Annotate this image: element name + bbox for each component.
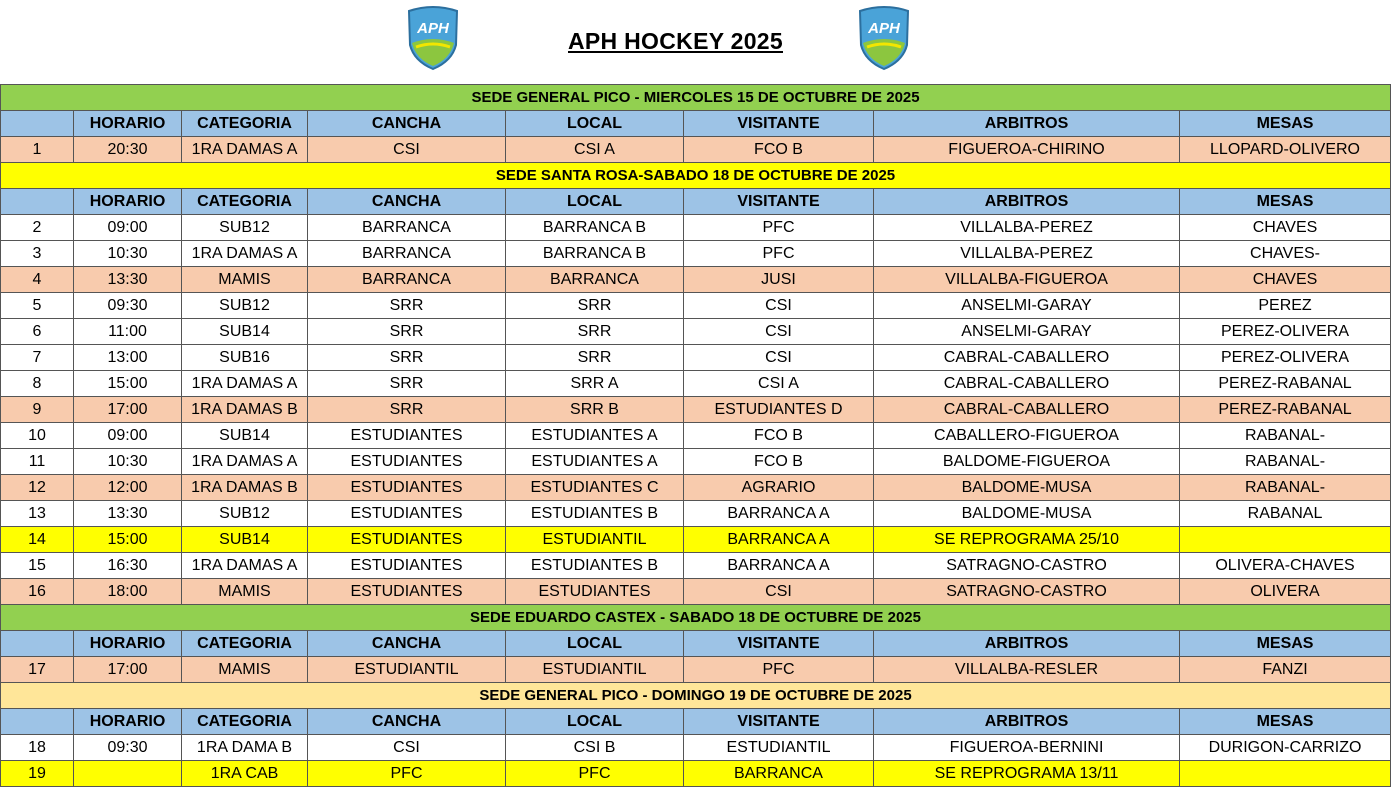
column-header: HORARIO (74, 189, 182, 215)
row-number-cell: 12 (1, 475, 74, 501)
visitante-cell: FCO B (684, 449, 874, 475)
visitante-cell: ESTUDIANTES D (684, 397, 874, 423)
mesas-cell: CHAVES- (1180, 241, 1391, 267)
local-cell: ESTUDIANTES A (506, 449, 684, 475)
match-row (1, 735, 1391, 761)
categoria-cell: 1RA DAMAS B (182, 475, 308, 501)
categoria-cell: MAMIS (182, 657, 308, 683)
match-row (1, 215, 1391, 241)
visitante-cell: FCO B (684, 423, 874, 449)
match-row (1, 241, 1391, 267)
mesas-cell: RABANAL- (1180, 475, 1391, 501)
mesas-cell: PEREZ (1180, 293, 1391, 319)
horario-cell: 12:00 (74, 475, 182, 501)
sede-title: SEDE GENERAL PICO - DOMINGO 19 DE OCTUBRE DE 2025 (1, 683, 1391, 709)
cancha-cell: ESTUDIANTES (308, 579, 506, 605)
column-header: LOCAL (506, 709, 684, 735)
arbitros-cell: SATRAGNO-CASTRO (874, 579, 1180, 605)
column-header-row (1, 111, 1391, 137)
row-number-cell: 5 (1, 293, 74, 319)
visitante-cell: CSI (684, 319, 874, 345)
page-header (0, 0, 1392, 84)
column-header: ARBITROS (874, 111, 1180, 137)
horario-cell: 13:30 (74, 501, 182, 527)
column-header-row (1, 631, 1391, 657)
column-header: CANCHA (308, 631, 506, 657)
match-row (1, 137, 1391, 163)
visitante-cell: CSI (684, 579, 874, 605)
visitante-cell: PFC (684, 215, 874, 241)
match-row (1, 293, 1391, 319)
horario-cell: 13:00 (74, 345, 182, 371)
column-header: ARBITROS (874, 189, 1180, 215)
column-header: MESAS (1180, 631, 1391, 657)
row-number-cell: 1 (1, 137, 74, 163)
column-header: VISITANTE (684, 111, 874, 137)
horario-cell: 17:00 (74, 657, 182, 683)
local-cell: PFC (506, 761, 684, 787)
match-row (1, 319, 1391, 345)
mesas-cell: DURIGON-CARRIZO (1180, 735, 1391, 761)
horario-cell: 10:30 (74, 241, 182, 267)
mesas-cell: PEREZ-RABANAL (1180, 397, 1391, 423)
row-number-cell: 8 (1, 371, 74, 397)
categoria-cell: SUB16 (182, 345, 308, 371)
categoria-cell: MAMIS (182, 579, 308, 605)
row-number-cell: 2 (1, 215, 74, 241)
column-header: LOCAL (506, 631, 684, 657)
categoria-cell: SUB14 (182, 527, 308, 553)
local-cell: BARRANCA (506, 267, 684, 293)
arbitros-cell: VILLALBA-RESLER (874, 657, 1180, 683)
mesas-cell: OLIVERA (1180, 579, 1391, 605)
sede-header-row (1, 85, 1391, 111)
row-number-cell: 19 (1, 761, 74, 787)
aph-logo-text: APH (417, 20, 449, 37)
mesas-cell: RABANAL- (1180, 423, 1391, 449)
horario-cell: 16:30 (74, 553, 182, 579)
column-header: VISITANTE (684, 631, 874, 657)
categoria-cell: 1RA DAMAS B (182, 397, 308, 423)
row-number-cell: 16 (1, 579, 74, 605)
horario-cell: 13:30 (74, 267, 182, 293)
match-row (1, 449, 1391, 475)
local-cell: CSI B (506, 735, 684, 761)
arbitros-cell: SATRAGNO-CASTRO (874, 553, 1180, 579)
column-header: HORARIO (74, 111, 182, 137)
match-row (1, 657, 1391, 683)
mesas-cell: CHAVES (1180, 267, 1391, 293)
horario-cell: 09:00 (74, 215, 182, 241)
sede-header-row (1, 683, 1391, 709)
aph-logo-right-icon (855, 5, 913, 71)
column-header: CANCHA (308, 709, 506, 735)
mesas-cell: RABANAL (1180, 501, 1391, 527)
mesas-cell (1180, 761, 1391, 787)
column-header (1, 709, 74, 735)
page-title: APH HOCKEY 2025 (568, 28, 783, 54)
column-header: VISITANTE (684, 709, 874, 735)
local-cell: ESTUDIANTES B (506, 553, 684, 579)
cancha-cell: ESTUDIANTES (308, 449, 506, 475)
visitante-cell: FCO B (684, 137, 874, 163)
column-header: CATEGORIA (182, 709, 308, 735)
cancha-cell: ESTUDIANTES (308, 475, 506, 501)
cancha-cell: BARRANCA (308, 241, 506, 267)
column-header (1, 631, 74, 657)
categoria-cell: 1RA DAMAS A (182, 449, 308, 475)
match-row (1, 371, 1391, 397)
match-row (1, 345, 1391, 371)
horario-cell: 09:00 (74, 423, 182, 449)
cancha-cell: BARRANCA (308, 215, 506, 241)
cancha-cell: ESTUDIANTES (308, 527, 506, 553)
cancha-cell: ESTUDIANTES (308, 553, 506, 579)
visitante-cell: PFC (684, 241, 874, 267)
match-row (1, 579, 1391, 605)
cancha-cell: PFC (308, 761, 506, 787)
local-cell: ESTUDIANTES A (506, 423, 684, 449)
visitante-cell: BARRANCA A (684, 527, 874, 553)
match-row (1, 761, 1391, 787)
row-number-cell: 18 (1, 735, 74, 761)
local-cell: SRR A (506, 371, 684, 397)
cancha-cell: BARRANCA (308, 267, 506, 293)
local-cell: SRR (506, 345, 684, 371)
cancha-cell: SRR (308, 345, 506, 371)
horario-cell (74, 761, 182, 787)
categoria-cell: SUB14 (182, 319, 308, 345)
mesas-cell (1180, 527, 1391, 553)
column-header-row (1, 189, 1391, 215)
arbitros-cell: BALDOME-MUSA (874, 501, 1180, 527)
arbitros-cell: VILLALBA-PEREZ (874, 241, 1180, 267)
visitante-cell: CSI (684, 293, 874, 319)
visitante-cell: PFC (684, 657, 874, 683)
horario-cell: 20:30 (74, 137, 182, 163)
visitante-cell: CSI (684, 345, 874, 371)
mesas-cell: PEREZ-OLIVERA (1180, 345, 1391, 371)
arbitros-cell: VILLALBA-FIGUEROA (874, 267, 1180, 293)
local-cell: SRR (506, 293, 684, 319)
arbitros-cell: FIGUEROA-CHIRINO (874, 137, 1180, 163)
arbitros-cell: BALDOME-FIGUEROA (874, 449, 1180, 475)
horario-cell: 15:00 (74, 371, 182, 397)
row-number-cell: 14 (1, 527, 74, 553)
mesas-cell: RABANAL- (1180, 449, 1391, 475)
local-cell: ESTUDIANTES B (506, 501, 684, 527)
arbitros-cell: CABRAL-CABALLERO (874, 397, 1180, 423)
horario-cell: 15:00 (74, 527, 182, 553)
mesas-cell: OLIVERA-CHAVES (1180, 553, 1391, 579)
sede-header-row (1, 605, 1391, 631)
match-row (1, 501, 1391, 527)
column-header-row (1, 709, 1391, 735)
visitante-cell: ESTUDIANTIL (684, 735, 874, 761)
row-number-cell: 13 (1, 501, 74, 527)
categoria-cell: 1RA DAMAS A (182, 553, 308, 579)
categoria-cell: SUB12 (182, 293, 308, 319)
mesas-cell: FANZI (1180, 657, 1391, 683)
arbitros-cell: FIGUEROA-BERNINI (874, 735, 1180, 761)
cancha-cell: SRR (308, 319, 506, 345)
local-cell: SRR B (506, 397, 684, 423)
arbitros-cell: SE REPROGRAMA 25/10 (874, 527, 1180, 553)
horario-cell: 11:00 (74, 319, 182, 345)
aph-logo-left-icon (404, 5, 462, 71)
row-number-cell: 7 (1, 345, 74, 371)
schedule-table (0, 84, 1391, 787)
column-header: LOCAL (506, 111, 684, 137)
column-header: CANCHA (308, 111, 506, 137)
local-cell: BARRANCA B (506, 215, 684, 241)
sede-header-row (1, 163, 1391, 189)
categoria-cell: MAMIS (182, 267, 308, 293)
column-header: MESAS (1180, 709, 1391, 735)
cancha-cell: CSI (308, 137, 506, 163)
column-header: HORARIO (74, 709, 182, 735)
match-row (1, 397, 1391, 423)
visitante-cell: BARRANCA (684, 761, 874, 787)
aph-logo-text: APH (868, 20, 900, 37)
local-cell: BARRANCA B (506, 241, 684, 267)
visitante-cell: JUSI (684, 267, 874, 293)
row-number-cell: 17 (1, 657, 74, 683)
sede-title: SEDE SANTA ROSA-SABADO 18 DE OCTUBRE DE 2025 (1, 163, 1391, 189)
local-cell: ESTUDIANTIL (506, 527, 684, 553)
row-number-cell: 15 (1, 553, 74, 579)
sede-title: SEDE GENERAL PICO - MIERCOLES 15 DE OCTUBRE DE 2025 (1, 85, 1391, 111)
horario-cell: 10:30 (74, 449, 182, 475)
horario-cell: 18:00 (74, 579, 182, 605)
mesas-cell: PEREZ-RABANAL (1180, 371, 1391, 397)
column-header: CANCHA (308, 189, 506, 215)
categoria-cell: 1RA DAMAS A (182, 137, 308, 163)
horario-cell: 09:30 (74, 735, 182, 761)
row-number-cell: 6 (1, 319, 74, 345)
local-cell: ESTUDIANTIL (506, 657, 684, 683)
arbitros-cell: SE REPROGRAMA 13/11 (874, 761, 1180, 787)
row-number-cell: 3 (1, 241, 74, 267)
categoria-cell: SUB12 (182, 501, 308, 527)
cancha-cell: SRR (308, 397, 506, 423)
mesas-cell: LLOPARD-OLIVERO (1180, 137, 1391, 163)
categoria-cell: SUB14 (182, 423, 308, 449)
cancha-cell: ESTUDIANTES (308, 423, 506, 449)
row-number-cell: 11 (1, 449, 74, 475)
local-cell: ESTUDIANTES (506, 579, 684, 605)
arbitros-cell: VILLALBA-PEREZ (874, 215, 1180, 241)
cancha-cell: SRR (308, 293, 506, 319)
mesas-cell: PEREZ-OLIVERA (1180, 319, 1391, 345)
horario-cell: 09:30 (74, 293, 182, 319)
cancha-cell: SRR (308, 371, 506, 397)
categoria-cell: 1RA DAMA B (182, 735, 308, 761)
visitante-cell: AGRARIO (684, 475, 874, 501)
categoria-cell: 1RA DAMAS A (182, 371, 308, 397)
match-row (1, 553, 1391, 579)
row-number-cell: 10 (1, 423, 74, 449)
cancha-cell: ESTUDIANTIL (308, 657, 506, 683)
arbitros-cell: ANSELMI-GARAY (874, 319, 1180, 345)
cancha-cell: CSI (308, 735, 506, 761)
column-header (1, 189, 74, 215)
column-header: ARBITROS (874, 631, 1180, 657)
match-row (1, 267, 1391, 293)
row-number-cell: 4 (1, 267, 74, 293)
column-header: CATEGORIA (182, 189, 308, 215)
arbitros-cell: CABALLERO-FIGUEROA (874, 423, 1180, 449)
column-header: LOCAL (506, 189, 684, 215)
visitante-cell: BARRANCA A (684, 501, 874, 527)
arbitros-cell: BALDOME-MUSA (874, 475, 1180, 501)
visitante-cell: CSI A (684, 371, 874, 397)
column-header: VISITANTE (684, 189, 874, 215)
arbitros-cell: CABRAL-CABALLERO (874, 345, 1180, 371)
horario-cell: 17:00 (74, 397, 182, 423)
arbitros-cell: CABRAL-CABALLERO (874, 371, 1180, 397)
match-row (1, 527, 1391, 553)
visitante-cell: BARRANCA A (684, 553, 874, 579)
column-header (1, 111, 74, 137)
mesas-cell: CHAVES (1180, 215, 1391, 241)
local-cell: SRR (506, 319, 684, 345)
sede-title: SEDE EDUARDO CASTEX - SABADO 18 DE OCTUBRE DE 2025 (1, 605, 1391, 631)
column-header: MESAS (1180, 189, 1391, 215)
match-row (1, 475, 1391, 501)
row-number-cell: 9 (1, 397, 74, 423)
column-header: HORARIO (74, 631, 182, 657)
cancha-cell: ESTUDIANTES (308, 501, 506, 527)
column-header: CATEGORIA (182, 111, 308, 137)
match-row (1, 423, 1391, 449)
categoria-cell: SUB12 (182, 215, 308, 241)
arbitros-cell: ANSELMI-GARAY (874, 293, 1180, 319)
column-header: MESAS (1180, 111, 1391, 137)
categoria-cell: 1RA DAMAS A (182, 241, 308, 267)
column-header: ARBITROS (874, 709, 1180, 735)
local-cell: CSI A (506, 137, 684, 163)
local-cell: ESTUDIANTES C (506, 475, 684, 501)
categoria-cell: 1RA CAB (182, 761, 308, 787)
column-header: CATEGORIA (182, 631, 308, 657)
